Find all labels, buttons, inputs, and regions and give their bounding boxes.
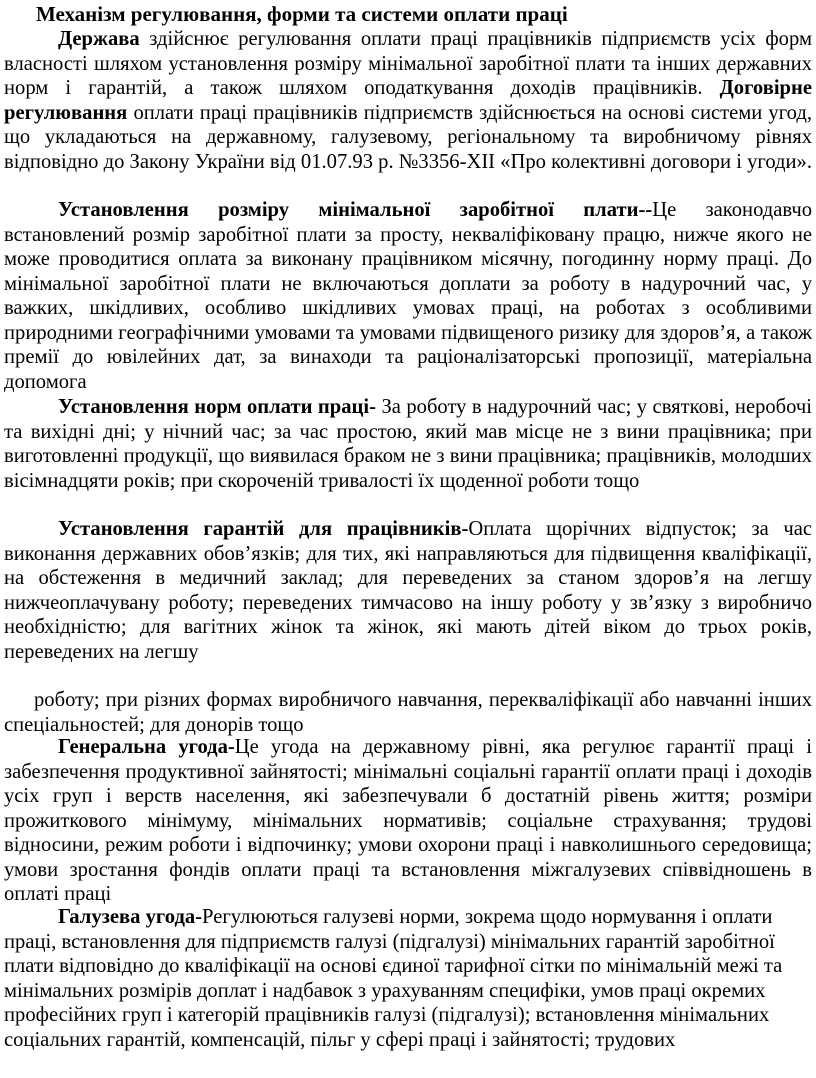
term-minimum-wage: Установлення розміру мінімальної заробітної плати--	[58, 199, 653, 221]
paragraph-text: За роботу в надурочний час; у святкові, неробочі та вихідні дні; у нічний час; за час простою, який мав місце не з вини працівника; при виготовленні продукції, що виявилася браком не з вини працівника; працівників, молодших вісімнадцяти років; при скороченій тривалості їх щоденної роботи тощо	[4, 396, 812, 492]
term-state: Держава	[58, 28, 140, 50]
paragraph-state-regulation	[4, 27, 812, 174]
paragraph-text: роботу; при різних формах виробничого навчання, перекваліфікації або навчанні інших спеціальностей; для донорів тощо	[4, 689, 812, 736]
paragraph-text: Регулюються галузеві норми, зокрема щодо нормування і оплати праці, встановлення для підприємств галузі (підгалузі) мінімальних гарантій заробітної плати відповідно до кваліфікації на основі єдиної тарифної сітки по мінімальній межі та мінімальних розмірів доплат і надбавок з урахуванням специфіки, умов праці окремих професійних груп і категорій працівників галузі (підгалузі); встановлення мінімальних соціальних гарантій, компенсацій, пільг у сфері праці і зайнятості; трудових	[4, 906, 783, 1051]
paragraph-general-agreement	[4, 735, 812, 907]
paragraph-text: Оплата щорічних відпусток; за час виконання державних обов’язків; для тих, які направляються для підвищення кваліфікації, на обстеження в медичний заклад; для переведених за станом здоров’я на легшу нижчеоплачувану роботу; переведених тимчасово на іншу роботу у зв’язку з виробничо необхідністю; для вагітних жінок та жінок, які мають дітей віком до трьох років, переведених на легшу	[4, 518, 812, 663]
paragraph-text: Це законодавчо встановлений розмір заробітної плати за просту, некваліфіковану працю, нижче якого не може проводитися оплата за виконану працівником місячну, погодинну норму праці. До мінімальної заробітної плати не включаються доплати за роботу в надурочний час, у важких, шкідливих, особливо шкідливих умовах праці, на роботах з особливими природними географічними умовами та умовами підвищеного ризику для здоров’я, а також премії до ювілейних дат, за винаходи та раціоналізаторські пропозиції, матеріальна допомога	[4, 199, 812, 393]
document-title: Механізм регулювання, форми та системи оплати праці	[36, 2, 568, 26]
paragraph-guarantees-continued	[4, 688, 812, 737]
term-general-agreement: Генеральна угода-	[58, 736, 235, 758]
paragraph-minimum-wage	[4, 198, 812, 394]
paragraph-text: Це угода на державному рівні, яка регулює гарантії праці і забезпечення продуктивної зайнятості; мінімальні соціальні гарантії оплати праці і доходів усіх груп і верств населення, які забезпечували б достатній рівень життя; розміри прожиткового мінімуму, мінімальних нормативів; соціальне страхування; трудові відносини, режим роботи і відпочинку; умови охорони праці і навколишнього середовища; умови зростання фондів оплати праці та встановлення міжгалузевих співвідношень в оплаті праці	[4, 736, 813, 905]
paragraph-pay-norms	[4, 395, 812, 493]
term-contractual-regulation: Договірне регулювання	[4, 77, 812, 124]
term-worker-guarantees: Установлення гарантій для працівників-	[58, 518, 469, 540]
paragraph-worker-guarantees	[4, 517, 812, 664]
paragraph-sector-agreement	[4, 905, 812, 1052]
paragraph-text: оплати праці працівників підприємств здійснюється на основі системи угод, що укладаються на державному, галузевому, регіональному та виробничому рівнях відповідно до Закону України від 01.07.93 р. №3356-ХІІ «Про колективні договори і угоди».	[4, 101, 812, 173]
paragraph-text: здійснює регулювання оплати праці працівників підприємств усіх форм власності шляхом установлення розміру мінімальної заробітної плати та інших державних норм і гарантій, а також шляхом оподаткування доходів працівників.	[4, 28, 812, 99]
term-sector-agreement: Галузева угода-	[58, 906, 203, 928]
term-pay-norms: Установлення норм оплати праці-	[58, 396, 376, 418]
